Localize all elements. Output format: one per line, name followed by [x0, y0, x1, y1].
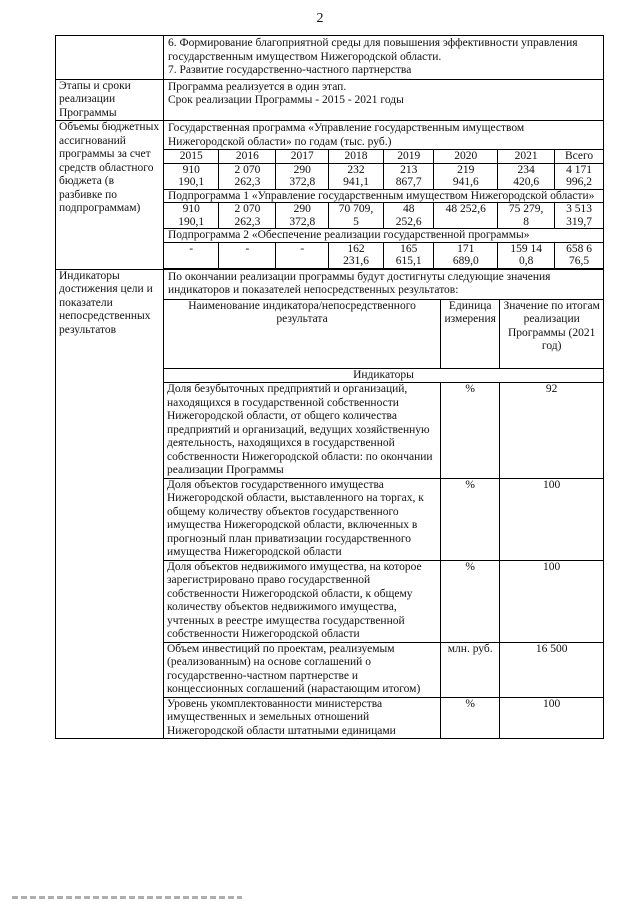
indicators-intro: По окончании реализации программы будут достигнуты следующие значения индикаторов и показателей непосредственных результатов: — [168, 270, 551, 296]
budget-intro: Государственная программа «Управление государственным имуществом Нижегородской области» по годам (тыс. руб.) — [168, 122, 525, 148]
goals-row — [56, 36, 604, 80]
indicator-row — [164, 383, 603, 479]
budget-content-cell — [164, 121, 604, 270]
year-cell: 2016 — [219, 150, 276, 164]
indicators-header-row — [164, 299, 603, 368]
indicator-row — [164, 478, 603, 560]
stages-row — [56, 79, 604, 121]
amount-cell: 70 709, 5 — [329, 203, 384, 229]
year-cell: 2015 — [164, 150, 219, 164]
indicator-row — [164, 642, 603, 697]
budget-table — [164, 149, 603, 269]
indicator-unit: % — [441, 383, 500, 479]
indicator-name: Доля безубыточных предприятий и организаций, находящихся в государственной собственности Нижегородской области, от общего количества предприятий и организаций, ведущих хозяйственную деятельность, находящихся в государственной собственности Нижегородской области: по окончании реализации Программы — [164, 383, 441, 479]
goals-label-cell — [56, 36, 164, 80]
budget-label: Объемы бюджетных ассигнований программы за счет средств областного бюджета (в разбивке по подпрограммам) — [56, 121, 164, 270]
amount-cell: 910 190,1 — [164, 203, 219, 229]
budget-row — [56, 121, 604, 270]
year-cell: 2019 — [383, 150, 433, 164]
indicator-name: Доля объектов государственного имущества Нижегородской области, выставленного на торгах, к общему количеству объектов государственного имущества Нижегородской области, включенных в прогнозный план приватизации государственного имущества Нижегородской области — [164, 478, 441, 560]
indicators-table — [164, 299, 603, 739]
year-cell: 2018 — [329, 150, 384, 164]
goal-item-7: 7. Развитие государственно-частного партнерства — [168, 64, 412, 76]
amount-cell: 4 171 996,2 — [555, 163, 603, 189]
subprogram-1-row — [164, 203, 603, 229]
subprogram-1-title: Подпрограмма 1 «Управление государственным имуществом Нижегородской области» — [164, 189, 603, 203]
amount-cell: 213 867,7 — [383, 163, 433, 189]
indicators-content-cell — [164, 269, 604, 739]
indicators-section-row — [164, 368, 603, 383]
indicator-value: 16 500 — [500, 642, 603, 697]
subprogram-2-row — [164, 242, 603, 268]
amount-cell: 75 279, 8 — [498, 203, 555, 229]
indicator-unit: % — [441, 560, 500, 642]
amount-cell: 290 372,8 — [276, 163, 329, 189]
col-unit-header: Единица измерения — [441, 299, 500, 368]
amount-cell: 2 070 262,3 — [219, 163, 276, 189]
amount-cell: 234 420,6 — [498, 163, 555, 189]
indicator-value: 92 — [500, 383, 603, 479]
scan-footer-artifact — [12, 896, 242, 899]
year-cell: 2017 — [276, 150, 329, 164]
indicator-row — [164, 697, 603, 738]
goal-item-6: 6. Формирование благоприятной среды для повышения эффективности управления государственным имуществом Нижегородской области. — [168, 37, 578, 63]
indicators-section-title: Индикаторы — [164, 368, 603, 383]
amount-cell: 159 14 0,8 — [498, 242, 555, 268]
amount-cell: 171 689,0 — [434, 242, 498, 268]
indicator-unit: % — [441, 697, 500, 738]
subprogram-2-title: Подпрограмма 2 «Обеспечение реализации государственной программы» — [164, 229, 603, 243]
amount-cell: 658 6 76,5 — [555, 242, 603, 268]
indicator-value: 100 — [500, 478, 603, 560]
budget-years-row — [164, 150, 603, 164]
indicator-name: Доля объектов недвижимого имущества, на которое зарегистрировано право государственной собственности Нижегородской области, к общему количеству объектов недвижимого имущества, учтенных в реестре имущества государственной собственности Нижегородской области — [164, 560, 441, 642]
amount-cell: - — [164, 242, 219, 268]
year-cell: 2020 — [434, 150, 498, 164]
amount-cell: 290 372,8 — [276, 203, 329, 229]
indicator-unit: % — [441, 478, 500, 560]
col-name-header: Наименование индикатора/непосредственного результата — [164, 299, 441, 368]
subprogram-1-title-row — [164, 189, 603, 203]
goals-content-cell — [164, 36, 604, 80]
stages-text-1: Программа реализуется в один этап. — [168, 80, 347, 93]
indicator-value: 100 — [500, 697, 603, 738]
stages-label: Этапы и сроки реализации Программы — [56, 79, 164, 121]
indicators-row — [56, 269, 604, 739]
indicator-name: Уровень укомплектованности министерства имущественных и земельных отношений Нижегородской области штатными единицами — [164, 697, 441, 738]
col-value-header: Значение по итогам реализации Программы (2021 год) — [500, 299, 603, 368]
amount-cell: - — [276, 242, 329, 268]
amount-cell: 165 615,1 — [383, 242, 433, 268]
amount-cell: 219 941,6 — [434, 163, 498, 189]
subprogram-2-title-row — [164, 229, 603, 243]
indicator-value: 100 — [500, 560, 603, 642]
indicator-row — [164, 560, 603, 642]
amount-cell: 48 252,6 — [434, 203, 498, 229]
amount-cell: 910 190,1 — [164, 163, 219, 189]
stages-content-cell — [164, 79, 604, 121]
passport-table — [55, 35, 604, 739]
budget-total-row — [164, 163, 603, 189]
stages-text-2: Срок реализации Программы - 2015 - 2021 годы — [168, 94, 404, 106]
amount-cell: - — [219, 242, 276, 268]
page-number: 2 — [316, 11, 324, 26]
indicators-label: Индикаторы достижения цели и показатели непосредственных результатов — [56, 269, 164, 739]
amount-cell: 3 513 319,7 — [555, 203, 603, 229]
amount-cell: 48 252,6 — [383, 203, 433, 229]
amount-cell: 232 941,1 — [329, 163, 384, 189]
amount-cell: 162 231,6 — [329, 242, 384, 268]
indicator-name: Объем инвестиций по проектам, реализуемым (реализованным) на основе соглашений о государственно-частном партнерстве и концессионных соглашений (нарастающим итогом) — [164, 642, 441, 697]
year-cell: Всего — [555, 150, 603, 164]
year-cell: 2021 — [498, 150, 555, 164]
amount-cell: 2 070 262,3 — [219, 203, 276, 229]
indicator-unit: млн. руб. — [441, 642, 500, 697]
